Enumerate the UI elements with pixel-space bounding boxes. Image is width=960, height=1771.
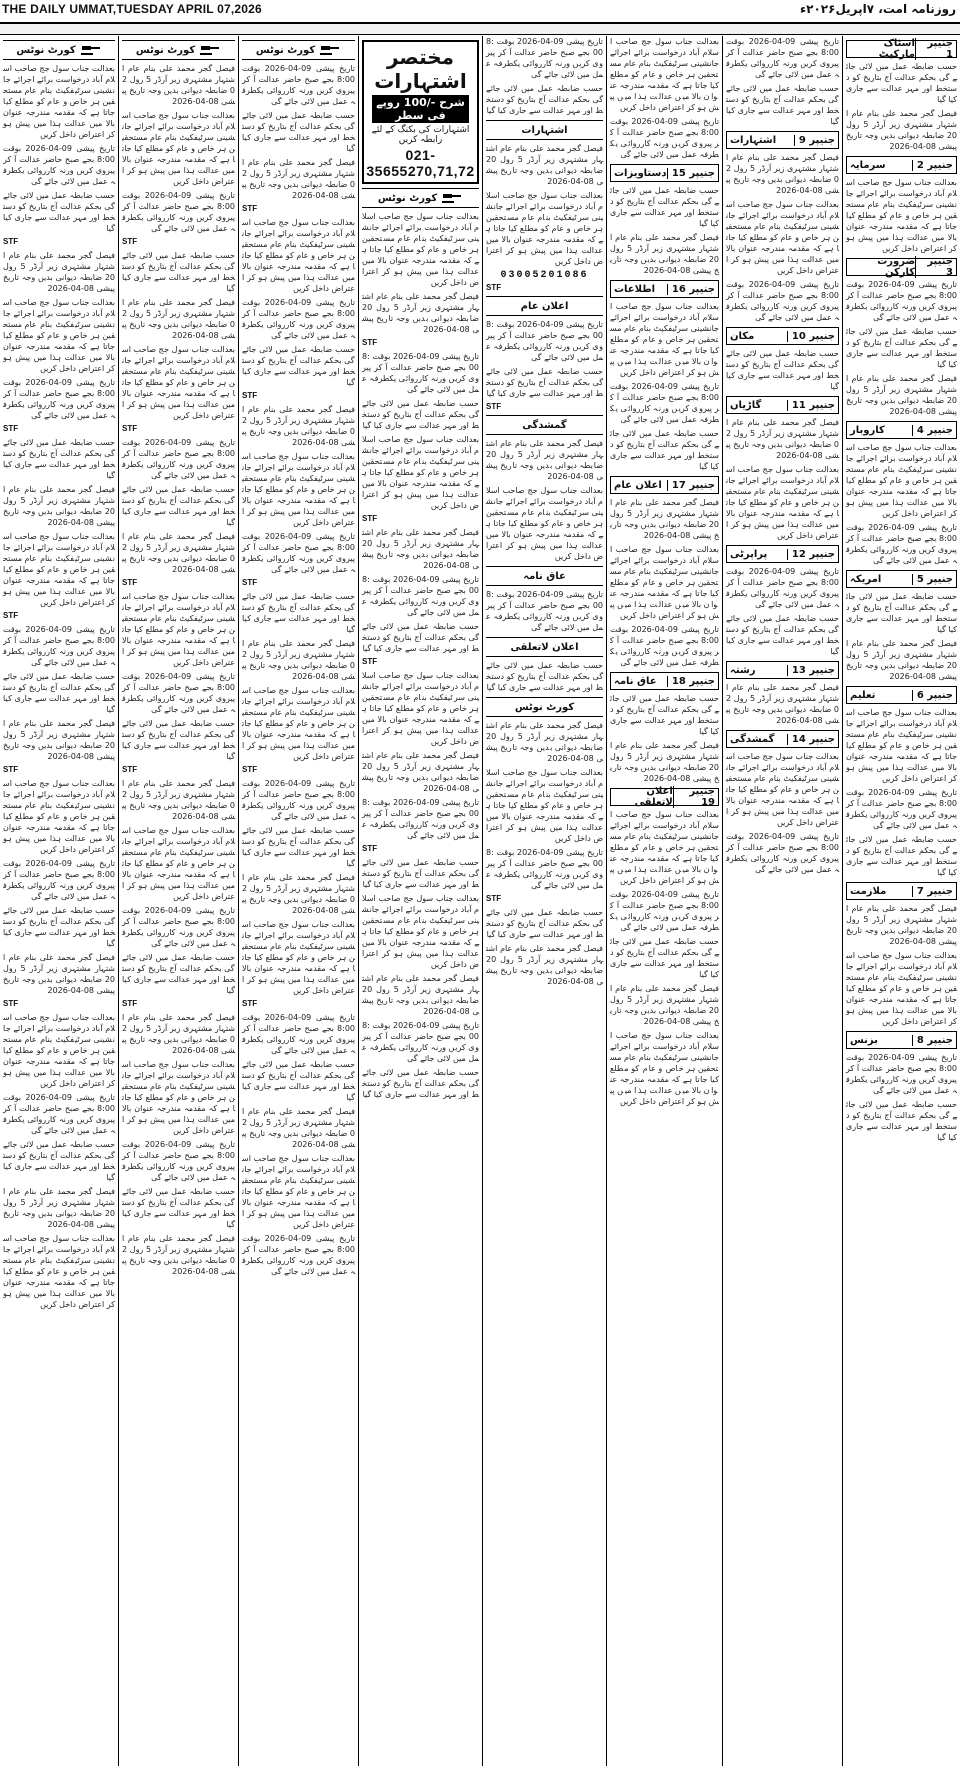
section-header [846, 882, 957, 900]
court-notice-label: کورٹ نوٹس [377, 192, 438, 204]
section-label: مکان [730, 330, 755, 342]
ad-rate: شرح -/100 روپے فی سطر [372, 95, 469, 123]
court-notice-label: کورٹ نوٹس [16, 44, 76, 56]
notice-text: بعدالت جناب سول جج صاحب اسلام آباد درخواست برائے اجرائے جانشینی سرٹیفکیٹ بنام عام مستحقین ہر خاص و عام کو مطلع کیا جاتا ہے کہ مقدمہ مندرجہ عنوان بالا میں عدالت ہذا میں پیش ہو کر اعتراض داخل کریں [846, 178, 957, 253]
column-1 [0, 36, 118, 1766]
section-label: کاروبار [850, 424, 885, 436]
notice-text: فیصل گجر محمد علی بنام عام اشتہار مشتہری زیر آرڈر 5 رول 20 ضابطہ دیوانی بدیں وجہ تاریخ پیشی 08-04-2026 [726, 418, 839, 460]
notice-text: تاریخ پیشی 09-04-2026 بوقت 8:00 بجے صبح حاضر عدالت آ کر پیروی کریں ورنہ کارروائی یکطرفہ عمل میں لائی جائے گی [3, 144, 115, 186]
notice-text: حسب ضابطہ عمل میں لائی جائے گی بحکم عدالت آج بتاریخ کو دستخط اور مہر عدالت سے جاری کیا گیا [3, 672, 115, 714]
column-7 [722, 36, 842, 1766]
stf-tag: STF [3, 424, 19, 433]
section-number: جنیپر 1 [915, 38, 953, 60]
notice-text: حسب ضابطہ عمل میں لائی جائے گی بحکم عدالت آج بتاریخ کو دستخط اور مہر عدالت سے جاری کیا گیا [610, 186, 719, 228]
section-number: جنیپر 10 [787, 331, 835, 342]
gavel-icon [199, 44, 221, 56]
section-label: سرمایہ [850, 159, 886, 171]
section-label: اعلان عام [614, 479, 662, 491]
notice-text: حسب ضابطہ عمل میں لائی جائے گی بحکم عدالت آج بتاریخ کو دستخط اور مہر عدالت سے جاری کیا گیا [122, 719, 235, 761]
notice-text: حسب ضابطہ عمل میں لائی جائے گی بحکم عدالت آج بتاریخ کو دستخط اور مہر عدالت سے جاری کیا گیا [3, 1140, 115, 1182]
notice-text: بعدالت جناب سول جج صاحب اسلام آباد درخواست برائے اجرائے جانشینی سرٹیفکیٹ بنام عام مستحقین ہر خاص و عام کو مطلع کیا جاتا ہے کہ مقدمہ مندرجہ عنوان بالا میں عدالت ہذا میں پیش ہو کر اعتراض داخل کریں [3, 298, 115, 373]
classified-banner [486, 415, 603, 435]
notice-text: حسب ضابطہ عمل میں لائی جائے گی بحکم عدالت آج بتاریخ کو دستخط اور مہر عدالت سے جاری کیا گیا [486, 367, 603, 398]
section-header [846, 686, 957, 704]
section-number: جنیپر 3 [915, 256, 953, 278]
classified-banner [486, 120, 603, 140]
stf-tag: STF [122, 424, 138, 433]
stf-tag: STF [3, 999, 19, 1008]
notice-text: تاریخ پیشی 09-04-2026 بوقت 8:00 بجے صبح حاضر عدالت آ کر پیروی کریں ورنہ کارروائی یکطرفہ عمل میں لائی جائے گی [610, 382, 719, 424]
section-number: جنیپر 5 [912, 574, 953, 585]
notice-text: تاریخ پیشی 09-04-2026 بوقت 8:00 بجے صبح حاضر عدالت آ کر پیروی کریں ورنہ کارروائی یکطرفہ عمل میں لائی جائے گی [726, 567, 839, 609]
notice-text: حسب ضابطہ عمل میں لائی جائے گی بحکم عدالت آج بتاریخ کو دستخط اور مہر عدالت سے جاری کیا گیا [122, 953, 235, 995]
notice-text: حسب ضابطہ عمل میں لائی جائے گی بحکم عدالت آج بتاریخ کو دستخط اور مہر عدالت سے جاری کیا گیا [362, 858, 479, 889]
classified-label: اشتہارات [521, 124, 568, 136]
notice-text: بعدالت جناب سول جج صاحب اسلام آباد درخواست برائے اجرائے جانشینی سرٹیفکیٹ بنام عام مستحقین ہر خاص و عام کو مطلع کیا جاتا ہے کہ مقدمہ مندرجہ عنوان بالا میں عدالت ہذا میں پیش ہو کر اعتراض داخل کریں [122, 1060, 235, 1135]
section-header [726, 327, 839, 345]
notice-text: حسب ضابطہ عمل میں لائی جائے گی بحکم عدالت آج بتاریخ کو دستخط اور مہر عدالت سے جاری کیا گیا [486, 661, 603, 692]
notice-text: فیصل گجر محمد علی بنام عام اشتہار مشتہری زیر آرڈر 5 رول 20 ضابطہ دیوانی بدیں وجہ تاریخ پیشی 08-04-2026 [610, 741, 719, 783]
notice-text: بعدالت جناب سول جج صاحب اسلام آباد درخواست برائے اجرائے جانشینی سرٹیفکیٹ بنام عام مستحقین ہر خاص و عام کو مطلع کیا جاتا ہے کہ مقدمہ مندرجہ عنوان بالا میں عدالت ہذا میں پیش ہو کر اعتراض داخل کریں [362, 894, 479, 969]
section-number: جنیپر 9 [794, 135, 835, 146]
court-notice-banner [122, 40, 235, 60]
notice-text: فیصل گجر محمد علی بنام عام اشتہار مشتہری زیر آرڈر 5 رول 20 ضابطہ دیوانی بدیں وجہ تاریخ پیشی 08-04-2026 [362, 528, 479, 570]
classified-label: گمشدگی [522, 419, 567, 431]
notice-text: بعدالت جناب سول جج صاحب اسلام آباد درخواست برائے اجرائے جانشینی سرٹیفکیٹ بنام عام مستحقین ہر خاص و عام کو مطلع کیا جاتا ہے کہ مقدمہ مندرجہ عنوان بالا میں عدالت ہذا میں پیش ہو کر اعتراض داخل کریں [726, 200, 839, 275]
notice-text: فیصل گجر محمد علی بنام عام اشتہار مشتہری زیر آرڈر 5 رول 20 ضابطہ دیوانی بدیں وجہ تاریخ پیشی 08-04-2026 [242, 405, 355, 447]
section-number: جنیپر 19 [673, 786, 715, 808]
ad-title: مختصر اشتہارات [374, 45, 467, 93]
classified-label: اعلان عام [520, 300, 569, 312]
section-number: جنیپر 2 [912, 160, 953, 171]
stf-tag: STF [3, 765, 19, 774]
stf-tag: STF [122, 578, 138, 587]
notice-text: فیصل گجر محمد علی بنام عام اشتہار مشتہری زیر آرڈر 5 رول 20 ضابطہ دیوانی بدیں وجہ تاریخ پیشی 08-04-2026 [122, 1234, 235, 1276]
section-number: جنیپر 4 [912, 425, 953, 436]
notice-text: تاریخ پیشی 09-04-2026 بوقت 8:00 بجے صبح حاضر عدالت آ کر پیروی کریں ورنہ کارروائی یکطرفہ عمل میں لائی جائے گی [846, 523, 957, 565]
section-header [726, 545, 839, 563]
gavel-icon [441, 192, 463, 204]
notice-text: تاریخ پیشی 09-04-2026 بوقت 8:00 بجے صبح حاضر عدالت آ کر پیروی کریں ورنہ کارروائی یکطرفہ عمل میں لائی جائے گی [726, 280, 839, 322]
notice-text: بعدالت جناب سول جج صاحب اسلام آباد درخواست برائے اجرائے جانشینی سرٹیفکیٹ بنام عام مستحقین ہر خاص و عام کو مطلع کیا جاتا ہے کہ مقدمہ مندرجہ عنوان بالا میں عدالت ہذا میں پیش ہو کر اعتراض داخل کریں [610, 810, 719, 885]
notice-text: تاریخ پیشی 09-04-2026 بوقت 8:00 بجے صبح حاضر عدالت آ کر پیروی کریں ورنہ کارروائی یکطرفہ عمل میں لائی جائے گی [846, 280, 957, 322]
notice-text: فیصل گجر محمد علی بنام عام اشتہار مشتہری زیر آرڈر 5 رول 20 ضابطہ دیوانی بدیں وجہ تاریخ پیشی 08-04-2026 [610, 984, 719, 1026]
stf-tag: STF [362, 514, 378, 523]
stf-tag: STF [362, 657, 378, 666]
notice-text: بعدالت جناب سول جج صاحب اسلام آباد درخواست برائے اجرائے جانشینی سرٹیفکیٹ بنام عام مستحقین ہر خاص و عام کو مطلع کیا جاتا ہے کہ مقدمہ مندرجہ عنوان بالا میں عدالت ہذا میں پیش ہو کر اعتراض داخل کریں [486, 486, 603, 561]
notice-text: حسب ضابطہ عمل میں لائی جائے گی بحکم عدالت آج بتاریخ کو دستخط اور مہر عدالت سے جاری کیا گیا [846, 62, 957, 104]
stf-tag: STF [242, 999, 258, 1008]
notice-text: فیصل گجر محمد علی بنام عام اشتہار مشتہری زیر آرڈر 5 رول 20 ضابطہ دیوانی بدیں وجہ تاریخ پیشی 08-04-2026 [3, 719, 115, 761]
notice-text: بعدالت جناب سول جج صاحب اسلام آباد درخواست برائے اجرائے جانشینی سرٹیفکیٹ بنام عام مستحقین ہر خاص و عام کو مطلع کیا جاتا ہے کہ مقدمہ مندرجہ عنوان بالا میں عدالت ہذا میں پیش ہو کر اعتراض داخل کریں [3, 1234, 115, 1309]
court-notice-banner [242, 40, 355, 60]
notice-text: حسب ضابطہ عمل میں لائی جائے گی بحکم عدالت آج بتاریخ کو دستخط اور مہر عدالت سے جاری کیا گیا [242, 826, 355, 868]
notice-text: تاریخ پیشی 09-04-2026 بوقت 8:00 بجے صبح حاضر عدالت آ کر پیروی کریں ورنہ کارروائی یکطرفہ عمل میں لائی جائے گی [242, 64, 355, 106]
section-number: جنیپر 11 [787, 400, 835, 411]
classified-banner [486, 566, 603, 586]
notice-text: حسب ضابطہ عمل میں لائی جائے گی بحکم عدالت آج بتاریخ کو دستخط اور مہر عدالت سے جاری کیا گیا [846, 1100, 957, 1142]
notice-text: فیصل گجر محمد علی بنام عام اشتہار مشتہری زیر آرڈر 5 رول 20 ضابطہ دیوانی بدیں وجہ تاریخ پیشی 08-04-2026 [242, 1107, 355, 1149]
notice-text: فیصل گجر محمد علی بنام عام اشتہار مشتہری زیر آرڈر 5 رول 20 ضابطہ دیوانی بدیں وجہ تاریخ پیشی 08-04-2026 [3, 1187, 115, 1229]
notice-text: فیصل گجر محمد علی بنام عام اشتہار مشتہری زیر آرڈر 5 رول 20 ضابطہ دیوانی بدیں وجہ تاریخ پیشی 08-04-2026 [362, 292, 479, 334]
section-header [726, 131, 839, 149]
section-number: جنیپر 15 [667, 168, 715, 179]
notice-text: فیصل گجر محمد علی بنام عام اشتہار مشتہری زیر آرڈر 5 رول 20 ضابطہ دیوانی بدیں وجہ تاریخ پیشی 08-04-2026 [122, 298, 235, 340]
section-header [726, 661, 839, 679]
notice-text: حسب ضابطہ عمل میں لائی جائے گی بحکم عدالت آج بتاریخ کو دستخط اور مہر عدالت سے جاری کیا گیا [362, 1068, 479, 1099]
stf-tag: STF [242, 578, 258, 587]
columns [0, 36, 960, 1766]
notice-text: حسب ضابطہ عمل میں لائی جائے گی بحکم عدالت آج بتاریخ کو دستخط اور مہر عدالت سے جاری کیا گیا [610, 937, 719, 979]
notice-text: تاریخ پیشی 09-04-2026 بوقت 8:00 بجے صبح حاضر عدالت آ کر پیروی کریں ورنہ کارروائی یکطرفہ عمل میں لائی جائے گی [3, 1093, 115, 1135]
masthead-english-title: THE DAILY UMMAT,TUESDAY APRIL 07,2026 [2, 2, 262, 16]
notice-text: فیصل گجر محمد علی بنام عام اشتہار مشتہری زیر آرڈر 5 رول 20 ضابطہ دیوانی بدیں وجہ تاریخ پیشی 08-04-2026 [122, 532, 235, 574]
notice-text: بعدالت جناب سول جج صاحب اسلام آباد درخواست برائے اجرائے جانشینی سرٹیفکیٹ بنام عام مستحقین ہر خاص و عام کو مطلع کیا جاتا ہے کہ مقدمہ مندرجہ عنوان بالا میں عدالت ہذا میں پیش ہو کر اعتراض داخل کریں [610, 37, 719, 112]
notice-text: تاریخ پیشی 09-04-2026 بوقت 8:00 بجے صبح حاضر عدالت آ کر پیروی کریں ورنہ کارروائی یکطرفہ عمل میں لائی جائے گی [242, 1234, 355, 1276]
classified-label: عاق نامہ [523, 570, 566, 582]
stf-tag: STF [486, 283, 502, 292]
notice-text: تاریخ پیشی 09-04-2026 بوقت 8:00 بجے صبح حاضر عدالت آ کر پیروی کریں ورنہ کارروائی یکطرفہ عمل میں لائی جائے گی [846, 1053, 957, 1095]
notice-text: تاریخ پیشی 09-04-2026 بوقت 8:00 بجے صبح حاضر عدالت آ کر پیروی کریں ورنہ کارروائی یکطرفہ عمل میں لائی جائے گی [122, 438, 235, 480]
notice-text: فیصل گجر محمد علی بنام عام اشتہار مشتہری زیر آرڈر 5 رول 20 ضابطہ دیوانی بدیں وجہ تاریخ پیشی 08-04-2026 [122, 1013, 235, 1055]
section-number: جنیپر 13 [787, 665, 835, 676]
notice-text: تاریخ پیشی 09-04-2026 بوقت 8:00 بجے صبح حاضر عدالت آ کر پیروی کریں ورنہ کارروائی یکطرفہ عمل میں لائی جائے گی [726, 832, 839, 874]
notice-text: حسب ضابطہ عمل میں لائی جائے گی بحکم عدالت آج بتاریخ کو دستخط اور مہر عدالت سے جاری کیا گیا [610, 694, 719, 736]
notice-text: فیصل گجر محمد علی بنام عام اشتہار مشتہری زیر آرڈر 5 رول 20 ضابطہ دیوانی بدیں وجہ تاریخ پیشی 08-04-2026 [846, 639, 957, 681]
notice-text: تاریخ پیشی 09-04-2026 بوقت 8:00 بجے صبح حاضر عدالت آ کر پیروی کریں ورنہ کارروائی یکطرفہ عمل میں لائی جائے گی [610, 890, 719, 932]
notice-text: تاریخ پیشی 09-04-2026 بوقت 8:00 بجے صبح حاضر عدالت آ کر پیروی کریں ورنہ کارروائی یکطرفہ عمل میں لائی جائے گی [486, 590, 604, 632]
notice-text: بعدالت جناب سول جج صاحب اسلام آباد درخواست برائے اجرائے جانشینی سرٹیفکیٹ بنام عام مستحقین ہر خاص و عام کو مطلع کیا جاتا ہے کہ مقدمہ مندرجہ عنوان بالا میں عدالت ہذا میں پیش ہو کر اعتراض داخل کریں [122, 592, 235, 667]
section-label: رشتہ [730, 664, 756, 676]
notice-text: تاریخ پیشی 09-04-2026 بوقت 8:00 بجے صبح حاضر عدالت آ کر پیروی کریں ورنہ کارروائی یکطرفہ عمل میں لائی جائے گی [362, 1021, 480, 1063]
section-number: جنیپر 16 [667, 284, 715, 295]
notice-text: تاریخ پیشی 09-04-2026 بوقت 8:00 بجے صبح حاضر عدالت آ کر پیروی کریں ورنہ کارروائی یکطرفہ عمل میں لائی جائے گی [610, 117, 719, 159]
notice-text: تاریخ پیشی 09-04-2026 بوقت 8:00 بجے صبح حاضر عدالت آ کر پیروی کریں ورنہ کارروائی یکطرفہ عمل میں لائی جائے گی [3, 859, 115, 901]
notice-text: بعدالت جناب سول جج صاحب اسلام آباد درخواست برائے اجرائے جانشینی سرٹیفکیٹ بنام عام مستحقین ہر خاص و عام کو مطلع کیا جاتا ہے کہ مقدمہ مندرجہ عنوان بالا میں عدالت ہذا میں پیش ہو کر اعتراض داخل کریں [3, 1013, 115, 1088]
notice-text: بعدالت جناب سول جج صاحب اسلام آباد درخواست برائے اجرائے جانشینی سرٹیفکیٹ بنام عام مستحقین ہر خاص و عام کو مطلع کیا جاتا ہے کہ مقدمہ مندرجہ عنوان بالا میں عدالت ہذا میں پیش ہو کر اعتراض داخل کریں [846, 708, 957, 783]
notice-text: تاریخ پیشی 09-04-2026 بوقت 8:00 بجے صبح حاضر عدالت آ کر پیروی کریں ورنہ کارروائی یکطرفہ عمل میں لائی جائے گی [610, 625, 719, 667]
stf-tag: STF [242, 204, 258, 213]
notice-text: حسب ضابطہ عمل میں لائی جائے گی بحکم عدالت آج بتاریخ کو دستخط اور مہر عدالت سے جاری کیا گیا [846, 835, 957, 877]
notice-text: فیصل گجر محمد علی بنام عام اشتہار مشتہری زیر آرڈر 5 رول 20 ضابطہ دیوانی بدیں وجہ تاریخ پیشی 08-04-2026 [486, 721, 603, 763]
section-header [846, 570, 957, 588]
notice-text: حسب ضابطہ عمل میں لائی جائے گی بحکم عدالت آج بتاریخ کو دستخط اور مہر عدالت سے جاری کیا گیا [846, 592, 957, 634]
notice-text: بعدالت جناب سول جج صاحب اسلام آباد درخواست برائے اجرائے جانشینی سرٹیفکیٹ بنام عام مستحقین ہر خاص و عام کو مطلع کیا جاتا ہے کہ مقدمہ مندرجہ عنوان بالا میں عدالت ہذا میں پیش ہو کر اعتراض داخل کریں [362, 212, 479, 287]
section-header [726, 730, 839, 748]
stf-tag: STF [362, 338, 378, 347]
section-header [610, 672, 719, 690]
notice-text: بعدالت جناب سول جج صاحب اسلام آباد درخواست برائے اجرائے جانشینی سرٹیفکیٹ بنام عام مستحقین ہر خاص و عام کو مطلع کیا جاتا ہے کہ مقدمہ مندرجہ عنوان بالا میں عدالت ہذا میں پیش ہو کر اعتراض داخل کریں [242, 686, 355, 761]
notice-text: حسب ضابطہ عمل میں لائی جائے گی بحکم عدالت آج بتاریخ کو دستخط اور مہر عدالت سے جاری کیا گیا [726, 84, 839, 126]
column-4 [358, 36, 482, 1766]
header-strip [0, 24, 960, 35]
notice-text: حسب ضابطہ عمل میں لائی جائے گی بحکم عدالت آج بتاریخ کو دستخط اور مہر عدالت سے جاری کیا گیا [242, 345, 355, 387]
notice-text: تاریخ پیشی 09-04-2026 بوقت 8:00 بجے صبح حاضر عدالت آ کر پیروی کریں ورنہ کارروائی یکطرفہ عمل میں لائی جائے گی [486, 320, 604, 362]
notice-text: فیصل گجر محمد علی بنام عام اشتہار مشتہری زیر آرڈر 5 رول 20 ضابطہ دیوانی بدیں وجہ تاریخ پیشی 08-04-2026 [486, 944, 603, 986]
section-label: ملازمت [850, 885, 887, 897]
notice-text: فیصل گجر محمد علی بنام عام اشتہار مشتہری زیر آرڈر 5 رول 20 ضابطہ دیوانی بدیں وجہ تاریخ پیشی 08-04-2026 [726, 683, 839, 725]
section-header [610, 788, 719, 806]
section-number: جنیپر 7 [912, 886, 953, 897]
notice-text: تاریخ پیشی 09-04-2026 بوقت 8:00 بجے صبح حاضر عدالت آ کر پیروی کریں ورنہ کارروائی یکطرفہ عمل میں لائی جائے گی [242, 298, 355, 340]
section-header [846, 421, 957, 439]
classified-banner [486, 637, 603, 657]
notice-text: فیصل گجر محمد علی بنام عام اشتہار مشتہری زیر آرڈر 5 رول 20 ضابطہ دیوانی بدیں وجہ تاریخ پیشی 08-04-2026 [3, 251, 115, 293]
classified-banner [486, 296, 603, 316]
section-header [610, 280, 719, 298]
notice-text: فیصل گجر محمد علی بنام عام اشتہار مشتہری زیر آرڈر 5 رول 20 ضابطہ دیوانی بدیں وجہ تاریخ پیشی 08-04-2026 [242, 639, 355, 681]
notice-text: بعدالت جناب سول جج صاحب اسلام آباد درخواست برائے اجرائے جانشینی سرٹیفکیٹ بنام عام مستحقین ہر خاص و عام کو مطلع کیا جاتا ہے کہ مقدمہ مندرجہ عنوان بالا میں عدالت ہذا میں پیش ہو کر اعتراض داخل کریں [3, 532, 115, 607]
stf-tag: STF [122, 237, 138, 246]
masthead [0, 0, 960, 24]
notice-text: فیصل گجر محمد علی بنام عام اشتہار مشتہری زیر آرڈر 5 رول 20 ضابطہ دیوانی بدیں وجہ تاریخ پیشی 08-04-2026 [122, 779, 235, 821]
notice-text: بعدالت جناب سول جج صاحب اسلام آباد درخواست برائے اجرائے جانشینی سرٹیفکیٹ بنام عام مستحقین ہر خاص و عام کو مطلع کیا جاتا ہے کہ مقدمہ مندرجہ عنوان بالا میں عدالت ہذا میں پیش ہو کر اعتراض داخل کریں [610, 545, 719, 620]
notice-text: فیصل گجر محمد علی بنام عام اشتہار مشتہری زیر آرڈر 5 رول 20 ضابطہ دیوانی بدیں وجہ تاریخ پیشی 08-04-2026 [846, 109, 957, 151]
notice-text: فیصل گجر محمد علی بنام عام اشتہار مشتہری زیر آرڈر 5 رول 20 ضابطہ دیوانی بدیں وجہ تاریخ پیشی 08-04-2026 [486, 144, 603, 186]
notice-text: حسب ضابطہ عمل میں لائی جائے گی بحکم عدالت آج بتاریخ کو دستخط اور مہر عدالت سے جاری کیا گیا [242, 111, 355, 153]
notice-text: فیصل گجر محمد علی بنام عام اشتہار مشتہری زیر آرڈر 5 رول 20 ضابطہ دیوانی بدیں وجہ تاریخ پیشی 08-04-2026 [846, 374, 957, 416]
notice-text: حسب ضابطہ عمل میں لائی جائے گی بحکم عدالت آج بتاریخ کو دستخط اور مہر عدالت سے جاری کیا گیا [726, 349, 839, 391]
notice-text: تاریخ پیشی 09-04-2026 بوقت 8:00 بجے صبح حاضر عدالت آ کر پیروی کریں ورنہ کارروائی یکطرفہ عمل میں لائی جائے گی [122, 1140, 235, 1182]
section-label: امریکہ [850, 573, 882, 585]
section-header [846, 258, 957, 276]
notice-text: بعدالت جناب سول جج صاحب اسلام آباد درخواست برائے اجرائے جانشینی سرٹیفکیٹ بنام عام مستحقین ہر خاص و عام کو مطلع کیا جاتا ہے کہ مقدمہ مندرجہ عنوان بالا میں عدالت ہذا میں پیش ہو کر اعتراض داخل کریں [726, 465, 839, 540]
section-label: گمشدگی [730, 733, 775, 745]
section-label: گاڑیاں [730, 399, 762, 411]
notice-text: تاریخ پیشی 09-04-2026 بوقت 8:00 بجے صبح حاضر عدالت آ کر پیروی کریں ورنہ کارروائی یکطرفہ عمل میں لائی جائے گی [486, 848, 604, 890]
section-label: تعلیم [850, 689, 876, 701]
notice-text: تاریخ پیشی 09-04-2026 بوقت 8:00 بجے صبح حاضر عدالت آ کر پیروی کریں ورنہ کارروائی یکطرفہ عمل میں لائی جائے گی [3, 378, 115, 420]
notice-text: بعدالت جناب سول جج صاحب اسلام آباد درخواست برائے اجرائے جانشینی سرٹیفکیٹ بنام عام مستحقین ہر خاص و عام کو مطلع کیا جاتا ہے کہ مقدمہ مندرجہ عنوان بالا میں عدالت ہذا میں پیش ہو کر اعتراض داخل کریں [242, 920, 355, 995]
notice-text: حسب ضابطہ عمل میں لائی جائے گی بحکم عدالت آج بتاریخ کو دستخط اور مہر عدالت سے جاری کیا گیا [846, 327, 957, 369]
notice-text: تاریخ پیشی 09-04-2026 بوقت 8:00 بجے صبح حاضر عدالت آ کر پیروی کریں ورنہ کارروائی یکطرفہ عمل میں لائی جائے گی [362, 575, 480, 617]
notice-text: بعدالت جناب سول جج صاحب اسلام آباد درخواست برائے اجرائے جانشینی سرٹیفکیٹ بنام عام مستحقین ہر خاص و عام کو مطلع کیا جاتا ہے کہ مقدمہ مندرجہ عنوان بالا میں عدالت ہذا میں پیش ہو کر اعتراض داخل کریں [610, 1031, 719, 1106]
court-notice-banner [362, 188, 479, 208]
court-notice-label: کورٹ نوٹس [514, 701, 575, 713]
notice-text: حسب ضابطہ عمل میں لائی جائے گی بحکم عدالت آج بتاریخ کو دستخط اور مہر عدالت سے جاری کیا گیا [362, 622, 479, 653]
notice-text: فیصل گجر محمد علی بنام عام اشتہار مشتہری زیر آرڈر 5 رول 20 ضابطہ دیوانی بدیں وجہ تاریخ پیشی 08-04-2026 [486, 439, 603, 481]
notice-text: بعدالت جناب سول جج صاحب اسلام آباد درخواست برائے اجرائے جانشینی سرٹیفکیٹ بنام عام مستحقین ہر خاص و عام کو مطلع کیا جاتا ہے کہ مقدمہ مندرجہ عنوان بالا میں عدالت ہذا میں پیش ہو کر اعتراض داخل کریں [3, 64, 115, 139]
stf-tag: STF [3, 611, 19, 620]
section-label: اسٹاک مارکیٹ [878, 38, 915, 60]
notice-text: بعدالت جناب سول جج صاحب اسلام آباد درخواست برائے اجرائے جانشینی سرٹیفکیٹ بنام عام مستحقین ہر خاص و عام کو مطلع کیا جاتا ہے کہ مقدمہ مندرجہ عنوان بالا میں عدالت ہذا میں پیش ہو کر اعتراض داخل کریں [486, 768, 603, 843]
classified-ad-box [362, 40, 479, 184]
section-header [726, 396, 839, 414]
section-label: اشتہارات [730, 134, 777, 146]
notice-text: حسب ضابطہ عمل میں لائی جائے گی بحکم عدالت آج بتاریخ کو دستخط اور مہر عدالت سے جاری کیا گیا [486, 84, 603, 115]
notice-text: تاریخ پیشی 09-04-2026 بوقت 8:00 بجے صبح حاضر عدالت آ کر پیروی کریں ورنہ کارروائی یکطرفہ عمل میں لائی جائے گی [362, 352, 480, 394]
notice-text: فیصل گجر محمد علی بنام عام اشتہار مشتہری زیر آرڈر 5 رول 20 ضابطہ دیوانی بدیں وجہ تاریخ پیشی 08-04-2026 [726, 153, 839, 195]
notice-text: بعدالت جناب سول جج صاحب اسلام آباد درخواست برائے اجرائے جانشینی سرٹیفکیٹ بنام عام مستحقین ہر خاص و عام کو مطلع کیا جاتا ہے کہ مقدمہ مندرجہ عنوان بالا میں عدالت ہذا میں پیش ہو کر اعتراض داخل کریں [242, 1154, 355, 1229]
notice-text: فیصل گجر محمد علی بنام عام اشتہار مشتہری زیر آرڈر 5 رول 20 ضابطہ دیوانی بدیں وجہ تاریخ پیشی 08-04-2026 [610, 233, 719, 275]
notice-text: فیصل گجر محمد علی بنام عام اشتہار مشتہری زیر آرڈر 5 رول 20 ضابطہ دیوانی بدیں وجہ تاریخ پیشی 08-04-2026 [242, 873, 355, 915]
notice-text: فیصل گجر محمد علی بنام عام اشتہار مشتہری زیر آرڈر 5 رول 20 ضابطہ دیوانی بدیں وجہ تاریخ پیشی 08-04-2026 [846, 904, 957, 946]
notice-text: بعدالت جناب سول جج صاحب اسلام آباد درخواست برائے اجرائے جانشینی سرٹیفکیٹ بنام عام مستحقین ہر خاص و عام کو مطلع کیا جاتا ہے کہ مقدمہ مندرجہ عنوان بالا میں عدالت ہذا میں پیش ہو کر اعتراض داخل کریں [122, 111, 235, 186]
stf-tag: STF [486, 894, 502, 903]
notice-text: بعدالت جناب سول جج صاحب اسلام آباد درخواست برائے اجرائے جانشینی سرٹیفکیٹ بنام عام مستحقین ہر خاص و عام کو مطلع کیا جاتا ہے کہ مقدمہ مندرجہ عنوان بالا میں عدالت ہذا میں پیش ہو کر اعتراض داخل کریں [122, 826, 235, 901]
section-number: جنیپر 8 [912, 1035, 953, 1046]
notice-text: تاریخ پیشی 09-04-2026 بوقت 8:00 بجے صبح حاضر عدالت آ کر پیروی کریں ورنہ کارروائی یکطرفہ عمل میں لائی جائے گی [486, 37, 604, 79]
section-label: بزنس [850, 1034, 878, 1046]
notice-text: فیصل گجر محمد علی بنام عام اشتہار مشتہری زیر آرڈر 5 رول 20 ضابطہ دیوانی بدیں وجہ تاریخ پیشی 08-04-2026 [3, 953, 115, 995]
notice-text: حسب ضابطہ عمل میں لائی جائے گی بحکم عدالت آج بتاریخ کو دستخط اور مہر عدالت سے جاری کیا گیا [122, 251, 235, 293]
notice-text: حسب ضابطہ عمل میں لائی جائے گی بحکم عدالت آج بتاریخ کو دستخط اور مہر عدالت سے جاری کیا گیا [122, 1187, 235, 1229]
notice-text: فیصل گجر محمد علی بنام عام اشتہار مشتہری زیر آرڈر 5 رول 20 ضابطہ دیوانی بدیں وجہ تاریخ پیشی 08-04-2026 [3, 485, 115, 527]
stf-tag: STF [242, 391, 258, 400]
notice-text: بعدالت جناب سول جج صاحب اسلام آباد درخواست برائے اجرائے جانشینی سرٹیفکیٹ بنام عام مستحقین ہر خاص و عام کو مطلع کیا جاتا ہے کہ مقدمہ مندرجہ عنوان بالا میں عدالت ہذا میں پیش ہو کر اعتراض داخل کریں [486, 191, 603, 266]
section-label: ضرورت کارکن [877, 256, 916, 278]
court-notice-banner [3, 40, 115, 60]
notice-text: تاریخ پیشی 09-04-2026 بوقت 8:00 بجے صبح حاضر عدالت آ کر پیروی کریں ورنہ کارروائی یکطرفہ عمل میں لائی جائے گی [846, 788, 957, 830]
notice-text: تاریخ پیشی 09-04-2026 بوقت 8:00 بجے صبح حاضر عدالت آ کر پیروی کریں ورنہ کارروائی یکطرفہ عمل میں لائی جائے گی [242, 1013, 355, 1055]
notice-text: بعدالت جناب سول جج صاحب اسلام آباد درخواست برائے اجرائے جانشینی سرٹیفکیٹ بنام عام مستحقین ہر خاص و عام کو مطلع کیا جاتا ہے کہ مقدمہ مندرجہ عنوان بالا میں عدالت ہذا میں پیش ہو کر اعتراض داخل کریں [610, 302, 719, 377]
masthead-urdu-title: روزنامہ امت، ۷اپریل۲۰۲۶ء [800, 2, 956, 16]
stf-tag: STF [3, 237, 19, 246]
column-6 [606, 36, 722, 1766]
section-label: عاق نامہ [614, 675, 657, 687]
column-5 [482, 36, 606, 1766]
section-label: اطلاعات [614, 283, 656, 295]
notice-text: بعدالت جناب سول جج صاحب اسلام آباد درخواست برائے اجرائے جانشینی سرٹیفکیٹ بنام عام مستحقین ہر خاص و عام کو مطلع کیا جاتا ہے کہ مقدمہ مندرجہ عنوان بالا میں عدالت ہذا میں پیش ہو کر اعتراض داخل کریں [242, 452, 355, 527]
column-8 [842, 36, 960, 1766]
notice-text: بعدالت جناب سول جج صاحب اسلام آباد درخواست برائے اجرائے جانشینی سرٹیفکیٹ بنام عام مستحقین ہر خاص و عام کو مطلع کیا جاتا ہے کہ مقدمہ مندرجہ عنوان بالا میں عدالت ہذا میں پیش ہو کر اعتراض داخل کریں [3, 779, 115, 854]
section-number: جنیپر 12 [787, 549, 835, 560]
notice-text: حسب ضابطہ عمل میں لائی جائے گی بحکم عدالت آج بتاریخ کو دستخط اور مہر عدالت سے جاری کیا گیا [726, 614, 839, 656]
section-number: جنیپر 6 [912, 690, 953, 701]
notice-text: تاریخ پیشی 09-04-2026 بوقت 8:00 بجے صبح حاضر عدالت آ کر پیروی کریں ورنہ کارروائی یکطرفہ عمل میں لائی جائے گی [122, 191, 235, 233]
notice-text: حسب ضابطہ عمل میں لائی جائے گی بحکم عدالت آج بتاریخ کو دستخط اور مہر عدالت سے جاری کیا گیا [3, 191, 115, 233]
stf-tag: STF [362, 844, 378, 853]
notice-text: حسب ضابطہ عمل میں لائی جائے گی بحکم عدالت آج بتاریخ کو دستخط اور مہر عدالت سے جاری کیا گیا [610, 429, 719, 471]
notice-text: حسب ضابطہ عمل میں لائی جائے گی بحکم عدالت آج بتاریخ کو دستخط اور مہر عدالت سے جاری کیا گیا [362, 399, 479, 430]
classified-label: اعلان لاتعلقی [510, 641, 579, 653]
column-3 [238, 36, 358, 1766]
notice-text: بعدالت جناب سول جج صاحب اسلام آباد درخواست برائے اجرائے جانشینی سرٹیفکیٹ بنام عام مستحقین ہر خاص و عام کو مطلع کیا جاتا ہے کہ مقدمہ مندرجہ عنوان بالا میں عدالت ہذا میں پیش ہو کر اعتراض داخل کریں [122, 345, 235, 420]
section-label: دستاویزات [614, 167, 667, 179]
notice-text: حسب ضابطہ عمل میں لائی جائے گی بحکم عدالت آج بتاریخ کو دستخط اور مہر عدالت سے جاری کیا گیا [3, 438, 115, 480]
notice-text: بعدالت جناب سول جج صاحب اسلام آباد درخواست برائے اجرائے جانشینی سرٹیفکیٹ بنام عام مستحقین ہر خاص و عام کو مطلع کیا جاتا ہے کہ مقدمہ مندرجہ عنوان بالا میں عدالت ہذا میں پیش ہو کر اعتراض داخل کریں [846, 443, 957, 518]
notice-text: تاریخ پیشی 09-04-2026 بوقت 8:00 بجے صبح حاضر عدالت آ کر پیروی کریں ورنہ کارروائی یکطرفہ عمل میں لائی جائے گی [242, 779, 355, 821]
stf-tag: STF [242, 765, 258, 774]
notice-text: بعدالت جناب سول جج صاحب اسلام آباد درخواست برائے اجرائے جانشینی سرٹیفکیٹ بنام عام مستحقین ہر خاص و عام کو مطلع کیا جاتا ہے کہ مقدمہ مندرجہ عنوان بالا میں عدالت ہذا میں پیش ہو کر اعتراض داخل کریں [242, 218, 355, 293]
notice-text: حسب ضابطہ عمل میں لائی جائے گی بحکم عدالت آج بتاریخ کو دستخط اور مہر عدالت سے جاری کیا گیا [122, 485, 235, 527]
section-label: اعلان لاتعلقی [634, 786, 673, 808]
notice-text: حسب ضابطہ عمل میں لائی جائے گی بحکم عدالت آج بتاریخ کو دستخط اور مہر عدالت سے جاری کیا گیا [486, 908, 603, 939]
notice-text: تاریخ پیشی 09-04-2026 بوقت 8:00 بجے صبح حاضر عدالت آ کر پیروی کریں ورنہ کارروائی یکطرفہ عمل میں لائی جائے گی [122, 672, 235, 714]
notice-text: بعدالت جناب سول جج صاحب اسلام آباد درخواست برائے اجرائے جانشینی سرٹیفکیٹ بنام عام مستحقین ہر خاص و عام کو مطلع کیا جاتا ہے کہ مقدمہ مندرجہ عنوان بالا میں عدالت ہذا میں پیش ہو کر اعتراض داخل کریں [362, 671, 479, 746]
gavel-icon [80, 44, 102, 56]
notice-text: تاریخ پیشی 09-04-2026 بوقت 8:00 بجے صبح حاضر عدالت آ کر پیروی کریں ورنہ کارروائی یکطرفہ عمل میں لائی جائے گی [122, 906, 235, 948]
gavel-icon [319, 44, 341, 56]
notice-text: فیصل گجر محمد علی بنام عام اشتہار مشتہری زیر آرڈر 5 رول 20 ضابطہ دیوانی بدیں وجہ تاریخ پیشی 08-04-2026 [122, 64, 235, 106]
column-2 [118, 36, 238, 1766]
section-number: جنیپر 18 [667, 676, 715, 687]
stf-tag: STF [486, 402, 502, 411]
section-number: جنیپر 14 [787, 734, 835, 745]
notice-text: حسب ضابطہ عمل میں لائی جائے گی بحکم عدالت آج بتاریخ کو دستخط اور مہر عدالت سے جاری کیا گیا [242, 1060, 355, 1102]
section-label: پراپرٹی [730, 548, 768, 560]
section-header [610, 164, 719, 182]
stf-tag: STF [122, 765, 138, 774]
notice-text: بعدالت جناب سول جج صاحب اسلام آباد درخواست برائے اجرائے جانشینی سرٹیفکیٹ بنام عام مستحقین ہر خاص و عام کو مطلع کیا جاتا ہے کہ مقدمہ مندرجہ عنوان بالا میں عدالت ہذا میں پیش ہو کر اعتراض داخل کریں [362, 435, 479, 510]
notice-text: فیصل گجر محمد علی بنام عام اشتہار مشتہری زیر آرڈر 5 رول 20 ضابطہ دیوانی بدیں وجہ تاریخ پیشی 08-04-2026 [362, 974, 479, 1016]
section-number: جنیپر 17 [667, 480, 715, 491]
section-header [846, 1031, 957, 1049]
notice-text: بعدالت جناب سول جج صاحب اسلام آباد درخواست برائے اجرائے جانشینی سرٹیفکیٹ بنام عام مستحقین ہر خاص و عام کو مطلع کیا جاتا ہے کہ مقدمہ مندرجہ عنوان بالا میں عدالت ہذا میں پیش ہو کر اعتراض داخل کریں [726, 752, 839, 827]
notice-text: فیصل گجر محمد علی بنام عام اشتہار مشتہری زیر آرڈر 5 رول 20 ضابطہ دیوانی بدیں وجہ تاریخ پیشی 08-04-2026 [362, 751, 479, 793]
section-header [846, 40, 957, 58]
stf-tag: STF [122, 999, 138, 1008]
notice-text: فیصل گجر محمد علی بنام عام اشتہار مشتہری زیر آرڈر 5 رول 20 ضابطہ دیوانی بدیں وجہ تاریخ پیشی 08-04-2026 [242, 158, 355, 200]
notice-text: تاریخ پیشی 09-04-2026 بوقت 8:00 بجے صبح حاضر عدالت آ کر پیروی کریں ورنہ کارروائی یکطرفہ عمل میں لائی جائے گی [242, 532, 355, 574]
ad-phone: 021-35655270,71,72 [366, 147, 475, 179]
court-notice-label: کورٹ نوٹس [135, 44, 196, 56]
court-notice-label: کورٹ نوٹس [255, 44, 316, 56]
notice-text: فیصل گجر محمد علی بنام عام اشتہار مشتہری زیر آرڈر 5 رول 20 ضابطہ دیوانی بدیں وجہ تاریخ پیشی 08-04-2026 [610, 498, 719, 540]
section-header [610, 476, 719, 494]
court-notice-banner [486, 697, 603, 717]
notice-text: بعدالت جناب سول جج صاحب اسلام آباد درخواست برائے اجرائے جانشینی سرٹیفکیٹ بنام عام مستحقین ہر خاص و عام کو مطلع کیا جاتا ہے کہ مقدمہ مندرجہ عنوان بالا میں عدالت ہذا میں پیش ہو کر اعتراض داخل کریں [846, 951, 957, 1026]
ad-booking-text: اشتہارات کی بکنگ کے لئے رابطہ کریں [371, 125, 470, 145]
notice-text: تاریخ پیشی 09-04-2026 بوقت 8:00 بجے صبح حاضر عدالت آ کر پیروی کریں ورنہ کارروائی یکطرفہ عمل میں لائی جائے گی [362, 798, 480, 840]
notice-text: تاریخ پیشی 09-04-2026 بوقت 8:00 بجے صبح حاضر عدالت آ کر پیروی کریں ورنہ کارروائی یکطرفہ عمل میں لائی جائے گی [726, 37, 839, 79]
phone-number: 03005201086 [500, 270, 589, 281]
notice-text: حسب ضابطہ عمل میں لائی جائے گی بحکم عدالت آج بتاریخ کو دستخط اور مہر عدالت سے جاری کیا گیا [3, 906, 115, 948]
notice-text: تاریخ پیشی 09-04-2026 بوقت 8:00 بجے صبح حاضر عدالت آ کر پیروی کریں ورنہ کارروائی یکطرفہ عمل میں لائی جائے گی [3, 625, 115, 667]
section-header [846, 156, 957, 174]
notice-text: حسب ضابطہ عمل میں لائی جائے گی بحکم عدالت آج بتاریخ کو دستخط اور مہر عدالت سے جاری کیا گیا [242, 592, 355, 634]
